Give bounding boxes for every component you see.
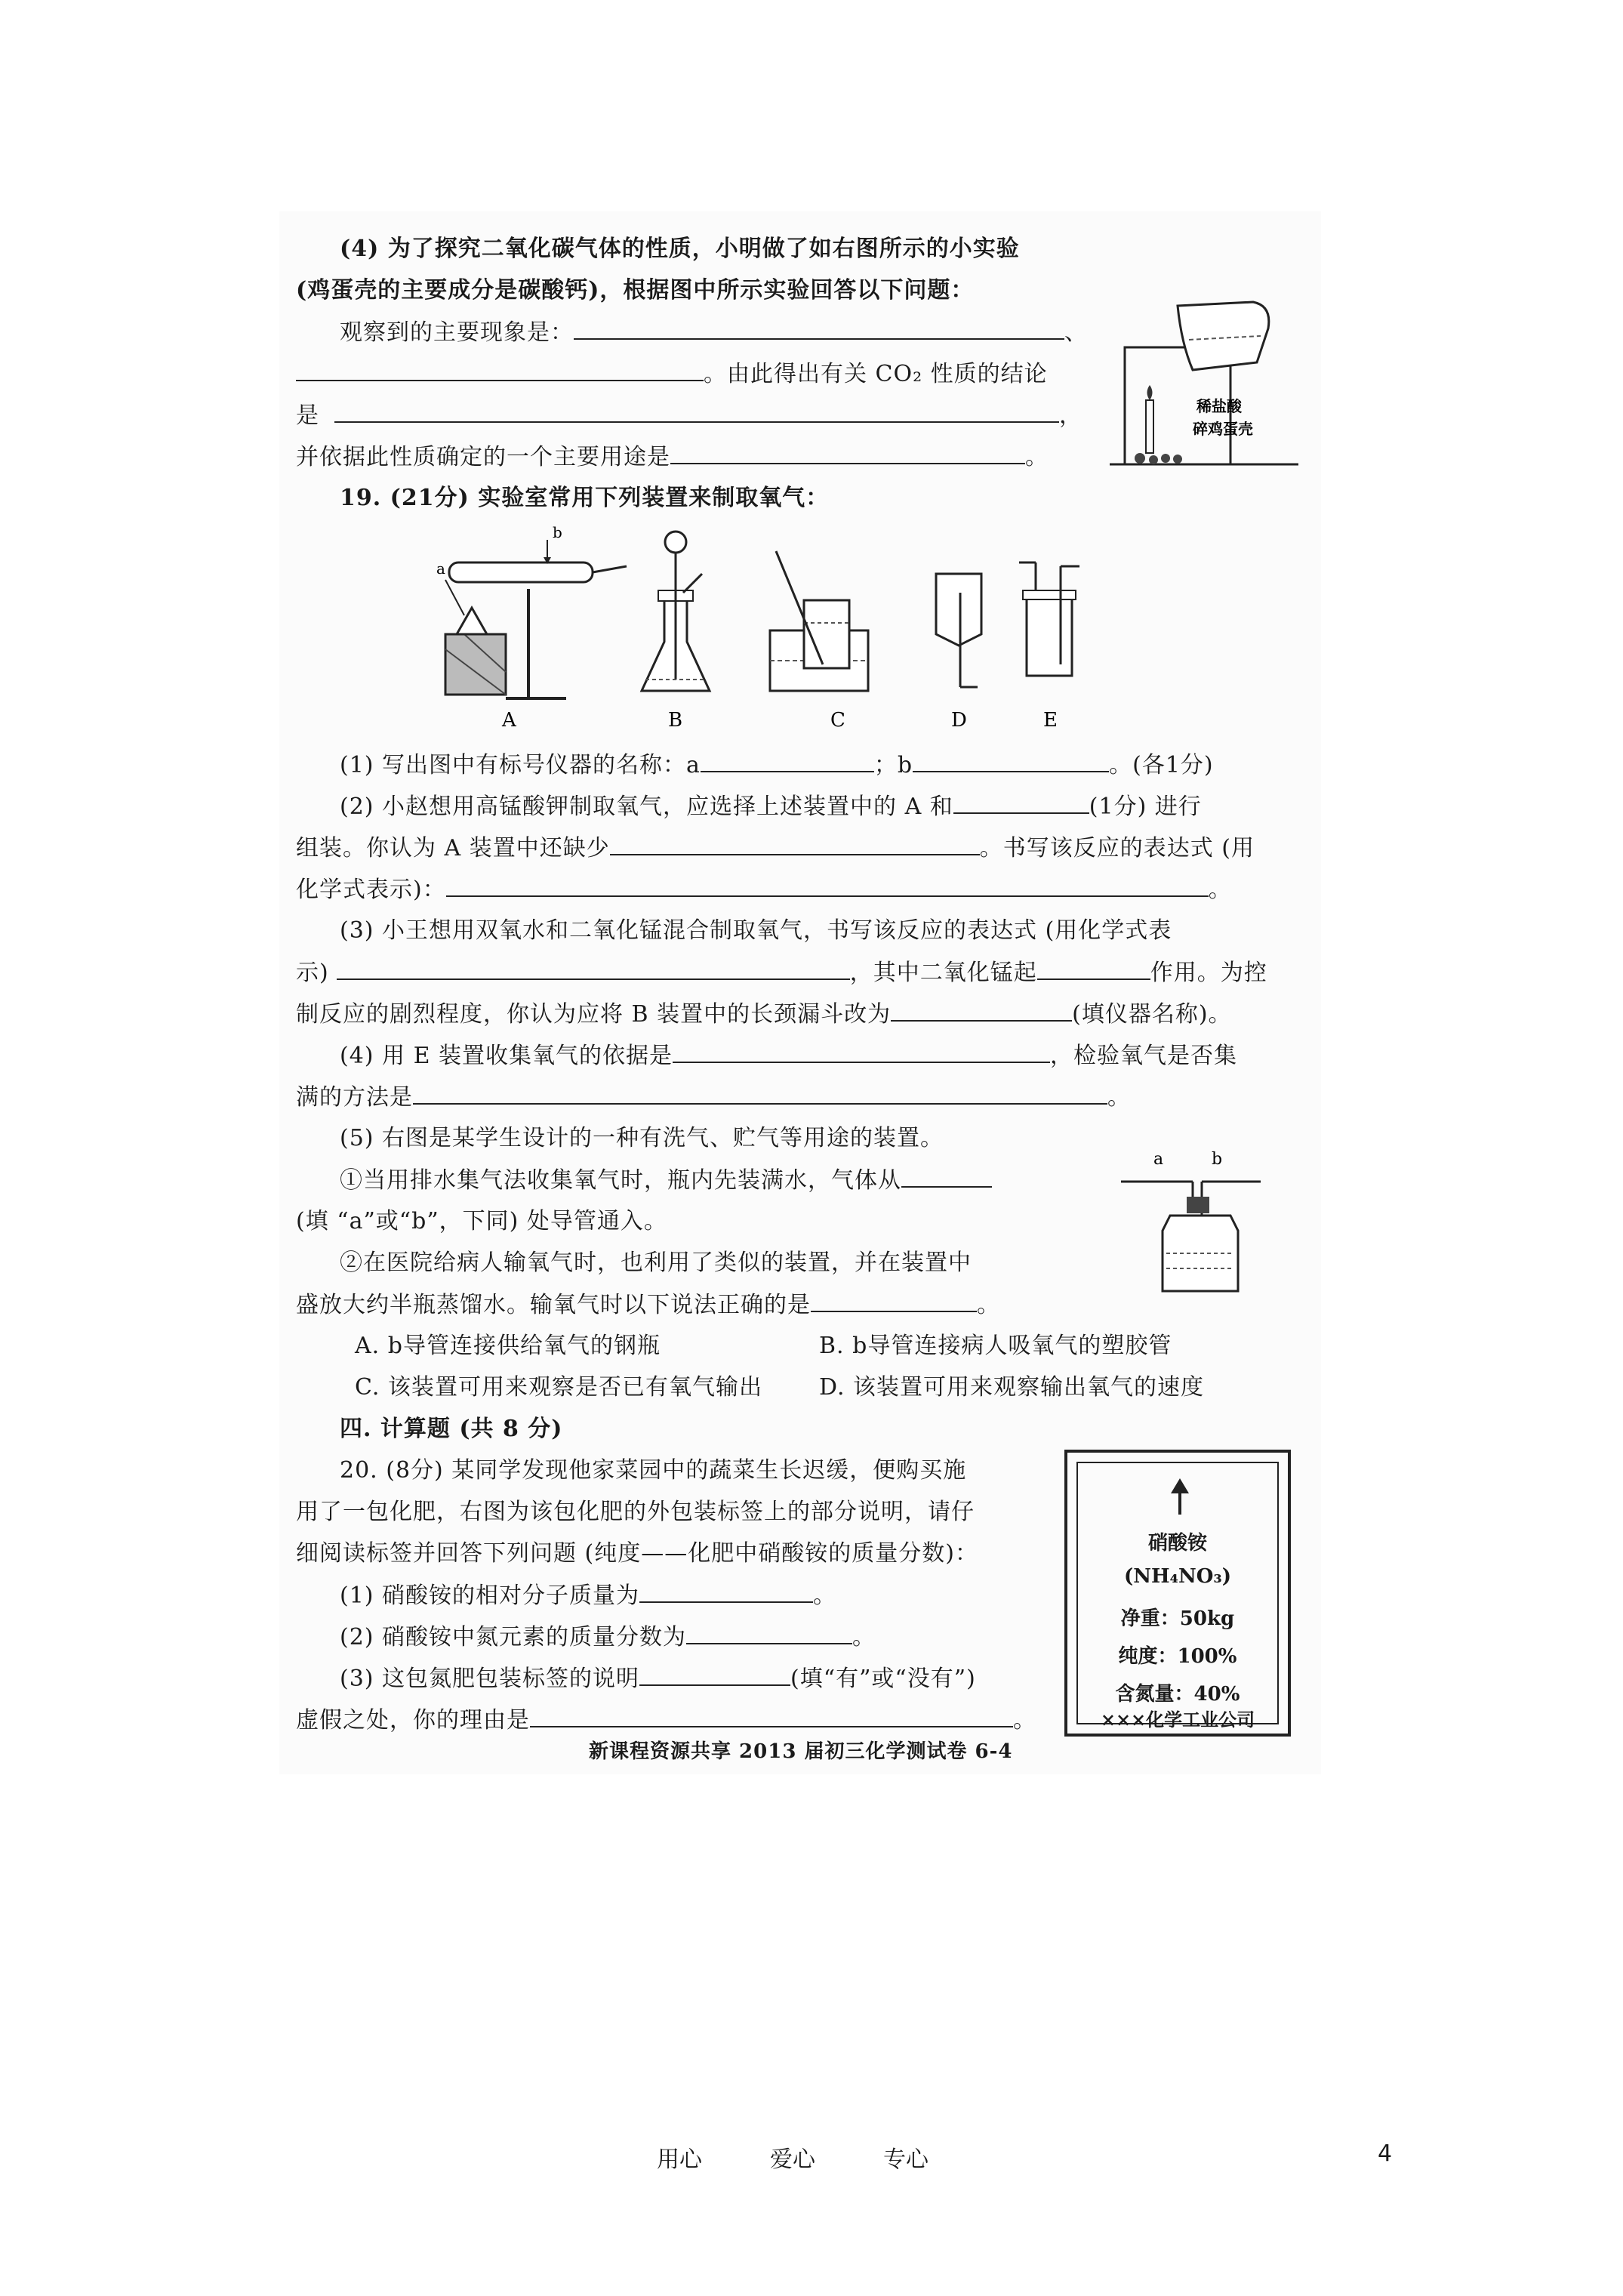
q19-4-cont bbox=[296, 1082, 1131, 1113]
label-nitrogen: 含氮量：40% bbox=[1115, 1683, 1240, 1706]
q20-2-text: (2) 硝酸铵中氮元素的质量分数为 bbox=[340, 1624, 687, 1650]
q18-4-line5 bbox=[296, 400, 1083, 431]
q19-3-text-f: (填仪器名称)。 bbox=[1072, 1001, 1232, 1028]
q19-2-text-e: 化学式表示)： bbox=[296, 877, 446, 903]
q19-4-text-b: ，检验氧气是否集 bbox=[1050, 1043, 1238, 1069]
q18-4-line3 bbox=[340, 317, 1088, 348]
q18-4-blank-use[interactable] bbox=[670, 442, 1025, 464]
q19-1-text-b: ；b bbox=[873, 752, 913, 778]
mark-a: a bbox=[436, 559, 445, 578]
q19-3-blank-instrument[interactable] bbox=[891, 999, 1072, 1022]
option-d[interactable]: D. 该装置可用来观察输出氧气的速度 bbox=[819, 1374, 1205, 1401]
q19-5-2-text-c: 。 bbox=[977, 1292, 1000, 1318]
q20-3-end: 。 bbox=[1013, 1707, 1036, 1734]
label-weight: 净重：50kg bbox=[1120, 1607, 1235, 1630]
q18-4-observe-label: 观察到的主要现象是： bbox=[340, 319, 574, 346]
q18-4-period: 。 bbox=[1025, 444, 1049, 470]
q19-2-text-d: 。书写该反应的表达式 (用 bbox=[979, 835, 1255, 861]
q20-3-text: (3) 这包氮肥包装标签的说明 bbox=[340, 1666, 640, 1692]
q18-4-line1: (4) 为了探究二氧化碳气体的性质，小明做了如右图所示的小实验 bbox=[340, 236, 1020, 262]
q19-2 bbox=[340, 791, 1202, 822]
q19-1-blank-a[interactable] bbox=[701, 750, 874, 772]
q18-4-comma: ， bbox=[1059, 402, 1083, 429]
option-c[interactable]: C. 该装置可用来观察是否已有氧气输出 bbox=[355, 1374, 762, 1401]
q19-1-blank-b[interactable] bbox=[913, 750, 1109, 772]
q19-2-blank-device[interactable] bbox=[953, 791, 1089, 814]
label-A: A bbox=[502, 709, 516, 732]
q18-4-use-label: 并依据此性质确定的一个主要用途是 bbox=[296, 444, 670, 470]
label-D: D bbox=[951, 709, 967, 732]
q20-1 bbox=[340, 1580, 836, 1611]
q19-title: 19. (21分) 实验室常用下列装置来制取氧气： bbox=[340, 485, 830, 511]
q18-4-shi: 是 bbox=[296, 402, 319, 429]
q19-4-text-c: 满的方法是 bbox=[296, 1084, 413, 1111]
wash-bottle-figure bbox=[1117, 1148, 1268, 1299]
q19-5: (5) 右图是某学生设计的一种有洗气、贮气等用途的装置。 bbox=[340, 1125, 944, 1151]
q20-line2: 用了一包化肥，右图为该包化肥的外包装标签上的部分说明，请仔 bbox=[296, 1499, 975, 1525]
section-4-heading: 四. 计算题 (共 8 分) bbox=[340, 1416, 563, 1442]
co2-experiment-figure bbox=[1110, 298, 1306, 476]
q18-4-line2: (鸡蛋壳的主要成分是碳酸钙)，根据图中所示实验回答以下问题： bbox=[296, 277, 975, 304]
bottle-mark-a: a bbox=[1153, 1150, 1164, 1169]
q19-4-text-d: 。 bbox=[1107, 1084, 1131, 1111]
q19-1-text-a: (1) 写出图中有标号仪器的名称：a bbox=[340, 752, 701, 778]
q19-4-blank-method[interactable] bbox=[413, 1082, 1107, 1105]
q20-line3: 细阅读标签并回答下列问题 (纯度——化肥中硝酸铵的质量分数)： bbox=[296, 1540, 978, 1567]
q19-3-blank-equation[interactable] bbox=[337, 957, 850, 980]
page-number: 4 bbox=[1378, 2140, 1393, 2167]
fig-label-eggshell: 碎鸡蛋壳 bbox=[1193, 420, 1253, 438]
label-formula: (NH₄NO₃) bbox=[1123, 1565, 1232, 1588]
q19-2-cont2 bbox=[296, 874, 1232, 905]
fertilizer-label bbox=[1064, 1450, 1291, 1737]
q19-5-1 bbox=[340, 1165, 992, 1196]
q20-1-end: 。 bbox=[813, 1583, 837, 1609]
q19-2-text-f: 。 bbox=[1208, 877, 1232, 903]
q20-line1: 20. (8分) 某同学发现他家菜园中的蔬菜生长迟缓，便购买施 bbox=[340, 1457, 967, 1484]
q18-4-blank-observe1[interactable] bbox=[574, 317, 1064, 340]
q19-5-2: ②在医院给病人输氧气时，也利用了类似的装置，并在装置中 bbox=[340, 1250, 972, 1276]
q20-3 bbox=[340, 1663, 976, 1694]
q19-5-2-text-b: 盛放大约半瓶蒸馏水。输氧气时以下说法正确的是 bbox=[296, 1292, 811, 1318]
q19-1 bbox=[340, 750, 1214, 781]
q19-2-cont bbox=[296, 833, 1255, 864]
footer-word-2: 爱心 bbox=[770, 2147, 815, 2173]
label-company: ×××化学工业公司 bbox=[1100, 1709, 1255, 1730]
q19-4 bbox=[340, 1040, 1237, 1071]
q19-2-text-c: 组装。你认为 A 装置中还缺少 bbox=[296, 835, 610, 861]
label-C: C bbox=[830, 709, 845, 732]
q19-2-text-b: (1分) 进行 bbox=[1089, 794, 1202, 820]
q19-3-cont bbox=[296, 957, 1267, 988]
q18-4-line6 bbox=[296, 442, 1049, 473]
q19-3-text-d: 作用。为控 bbox=[1150, 960, 1267, 986]
q18-4-line4 bbox=[296, 359, 1048, 390]
q19-1-text-c: 。(各1分) bbox=[1109, 752, 1214, 778]
footer-word-1: 用心 bbox=[657, 2147, 702, 2173]
q19-4-text-a: (4) 用 E 装置收集氧气的依据是 bbox=[340, 1043, 673, 1069]
q19-3-blank-role[interactable] bbox=[1037, 957, 1150, 980]
fertilizer-label-inner bbox=[1076, 1462, 1279, 1730]
q20-1-blank[interactable] bbox=[639, 1580, 813, 1603]
q19-5-2-blank[interactable] bbox=[811, 1290, 977, 1312]
q20-1-text: (1) 硝酸铵的相对分子质量为 bbox=[340, 1583, 640, 1609]
q19-2-blank-missing[interactable] bbox=[610, 833, 980, 855]
q19-3-cont2 bbox=[296, 999, 1232, 1030]
q19-3-text-e: 制反应的剧烈程度，你认为应将 B 装置中的长颈漏斗改为 bbox=[296, 1001, 892, 1028]
mark-b: b bbox=[553, 523, 562, 541]
q18-4-blank-conclusion[interactable] bbox=[334, 400, 1059, 423]
q19-5-1-blank[interactable] bbox=[901, 1165, 992, 1188]
label-E: E bbox=[1043, 709, 1058, 732]
q20-2-end: 。 bbox=[852, 1624, 876, 1650]
q20-3-reason-label: 虚假之处，你的理由是 bbox=[296, 1707, 530, 1734]
q20-3-hint: (填“有”或“没有”) bbox=[790, 1666, 976, 1692]
apparatus-figure bbox=[423, 521, 1178, 740]
q20-3-blank-reason[interactable] bbox=[530, 1705, 1013, 1727]
q20-3-cont bbox=[296, 1705, 1036, 1736]
label-B: B bbox=[668, 709, 683, 732]
q19-5-2-cont bbox=[296, 1290, 1000, 1321]
q19-2-blank-equation[interactable] bbox=[446, 874, 1209, 897]
q20-3-blank-yesno[interactable] bbox=[639, 1663, 790, 1686]
bottle-mark-b: b bbox=[1212, 1150, 1223, 1169]
footer-word-3: 专心 bbox=[883, 2147, 929, 2173]
q19-4-blank-basis[interactable] bbox=[673, 1040, 1050, 1063]
q19-2-text-a: (2) 小赵想用高锰酸钾制取氧气，应选择上述装置中的 A 和 bbox=[340, 794, 953, 820]
q18-4-conclusion-label: 。由此得出有关 CO₂ 性质的结论 bbox=[704, 361, 1048, 387]
q18-4-blank-observe2[interactable] bbox=[296, 359, 704, 381]
label-name: 硝酸铵 bbox=[1147, 1532, 1207, 1555]
q19-5-1-text-a: ①当用排水集气法收集氧气时，瓶内先装满水，气体从 bbox=[340, 1167, 901, 1194]
label-purity: 纯度：100% bbox=[1118, 1645, 1237, 1668]
q19-3-text-b: 示) bbox=[296, 960, 329, 986]
q19-3-text-c: ，其中二氧化锰起 bbox=[849, 960, 1037, 986]
up-arrow-icon bbox=[1165, 1477, 1195, 1518]
source-line: 新课程资源共享 2013 届初三化学测试卷 6-4 bbox=[589, 1740, 1013, 1763]
fig-label-acid: 稀盐酸 bbox=[1196, 397, 1242, 415]
q19-5-1-cont: (填 “a”或“b”，下同) 处导管通入。 bbox=[296, 1208, 667, 1234]
q20-2 bbox=[340, 1622, 876, 1653]
q18-4-sep: 、 bbox=[1064, 319, 1088, 346]
option-b[interactable]: B. b导管连接病人吸氧气的塑胶管 bbox=[819, 1333, 1172, 1359]
q20-2-blank[interactable] bbox=[686, 1622, 852, 1644]
q19-3: (3) 小王想用双氧水和二氧化锰混合制取氧气，书写该反应的表达式 (用化学式表 bbox=[340, 917, 1172, 944]
option-a[interactable]: A. b导管连接供给氧气的钢瓶 bbox=[355, 1333, 661, 1359]
